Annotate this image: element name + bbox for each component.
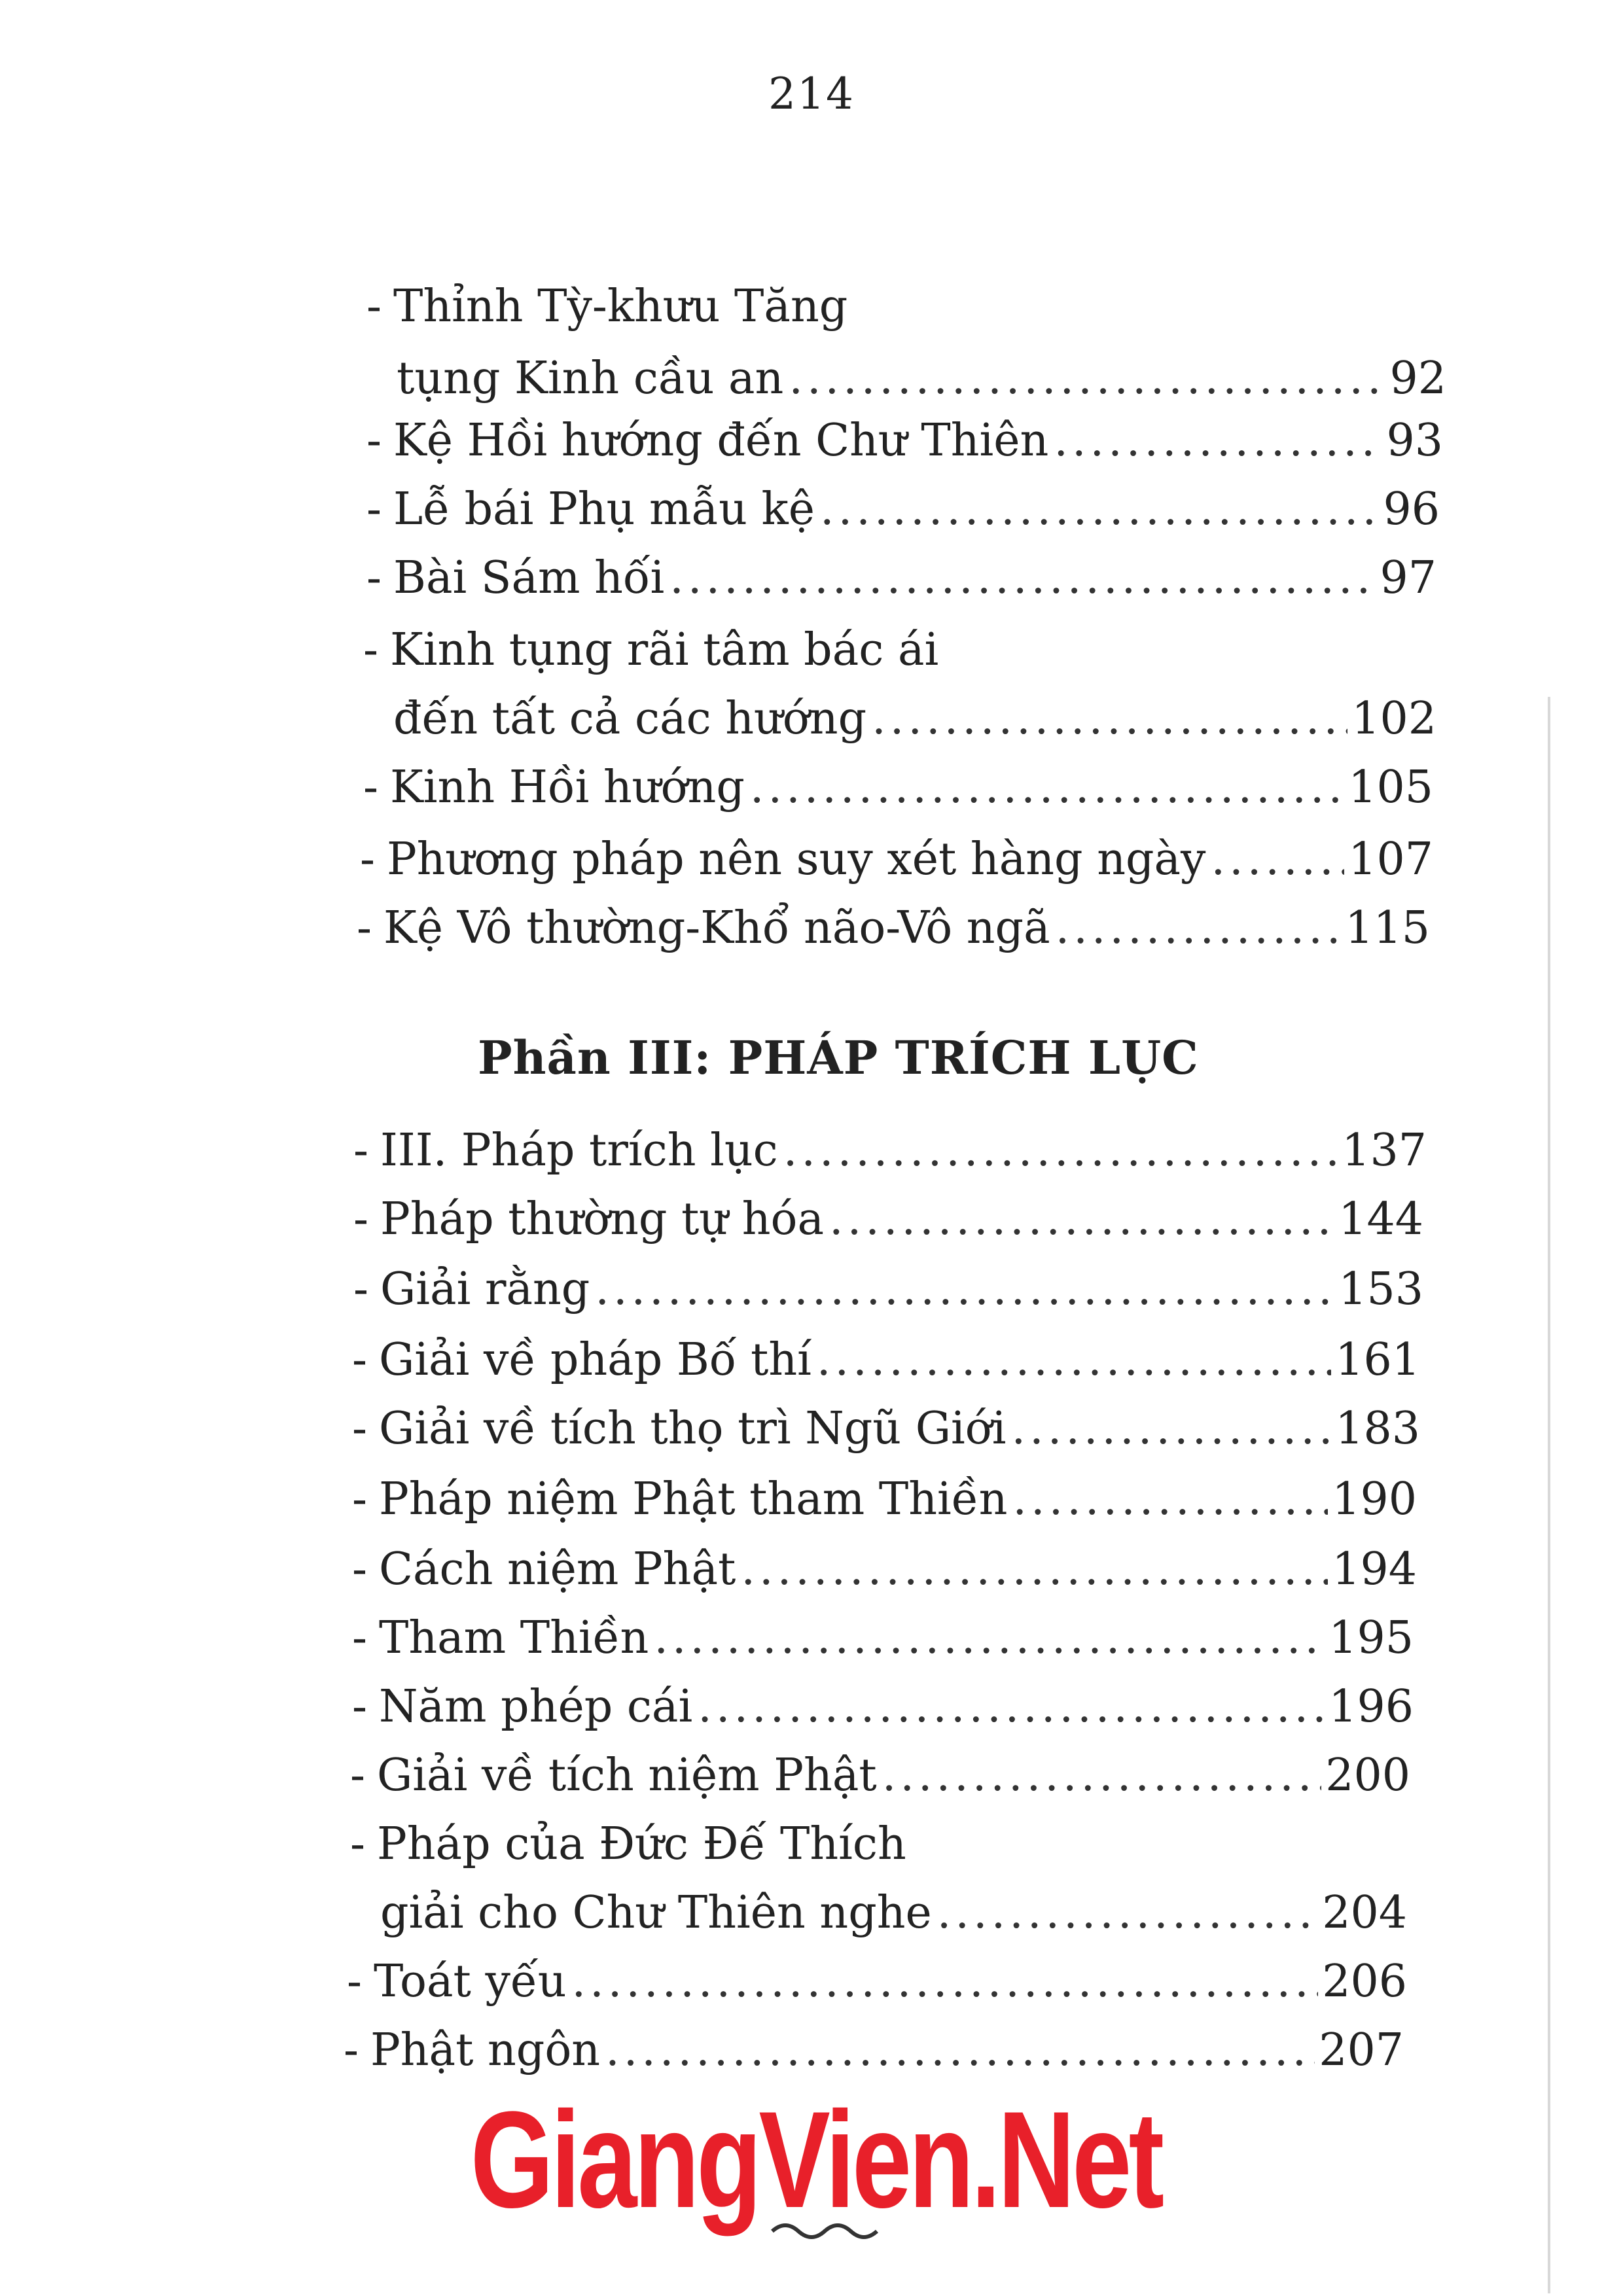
toc-bullet-dash: - [350,1750,365,1801]
section-heading: Phần III: PHÁP TRÍCH LỤC [478,1031,1199,1085]
toc-entry-page: 93 [1386,415,1443,467]
toc-entry-line [352,1681,1414,1733]
toc-entry-line [352,1544,1417,1595]
print-smudge [766,2218,883,2244]
toc-entry-line [347,1956,1407,2007]
toc-entry-line [363,762,1433,813]
toc-entry-page: 190 [1332,1474,1417,1525]
toc-entry-title: tụng Kinh cầu an [397,353,784,404]
page-edge-shadow [1548,697,1550,2293]
toc-entry-line [353,1193,1423,1245]
toc-entry-title: Giải về tích niệm Phật [376,1750,877,1801]
toc-entry-line [353,1125,1427,1176]
toc-dot-leader [783,1129,1338,1173]
toc-bullet-dash: - [344,2024,359,2076]
toc-entry-line [357,902,1430,954]
watermark-logo: GiangVien.Net [470,2083,1162,2236]
toc-entry-title: Pháp niệm Phật tham Thiền [378,1474,1008,1525]
toc-bullet-dash: - [350,1818,365,1870]
toc-entry-line [393,693,1436,745]
toc-entry-line [353,1263,1423,1315]
toc-entry-line [366,281,848,332]
toc-bullet-dash: - [352,1612,367,1664]
toc-entry-title: Năm phép cái [378,1681,693,1733]
toc-dot-leader [820,487,1379,532]
toc-entry-title: Pháp của Đức Đế Thích [376,1818,906,1870]
toc-bullet-dash: - [353,1193,368,1245]
toc-entry-line [366,415,1443,467]
toc-entry-page: 92 [1389,353,1446,404]
toc-entry-page: 206 [1322,1956,1407,2007]
toc-entry-title: Phật ngôn [370,2024,601,2076]
toc-entry-title: Tham Thiền [378,1612,649,1664]
toc-dot-leader [829,1197,1334,1242]
toc-bullet-dash: - [360,834,375,885]
toc-entry-title: Kệ Vô thường-Khổ não-Vô ngã [383,902,1050,954]
toc-bullet-dash: - [353,1125,368,1176]
toc-dot-leader [789,357,1385,401]
toc-entry-page: 144 [1338,1193,1423,1245]
toc-entry-page: 96 [1383,484,1440,535]
toc-entry-page: 97 [1380,552,1436,604]
toc-dot-leader [1054,419,1382,463]
toc-entry-title: Phương pháp nên suy xét hàng ngày [386,834,1206,885]
toc-entry-line [350,1750,1410,1801]
toc-bullet-dash: - [357,902,372,954]
toc-bullet-dash: - [352,1403,367,1455]
toc-entry-page: 102 [1351,693,1436,745]
toc-entry-page: 137 [1342,1125,1427,1176]
toc-entry-title: đến tất cả các hướng [393,693,867,745]
toc-entry-page: 196 [1329,1681,1414,1733]
toc-entry-line [352,1474,1417,1525]
toc-entry-page: 204 [1322,1887,1407,1939]
toc-bullet-dash: - [352,1544,367,1595]
toc-bullet-dash: - [366,415,382,467]
toc-entry-title: Giải rằng [380,1263,590,1315]
toc-dot-leader [595,1267,1334,1312]
toc-dot-leader [1211,838,1344,882]
toc-entry-title: III. Pháp trích lục [380,1125,778,1176]
toc-entry-page: 183 [1335,1403,1420,1455]
toc-bullet-dash: - [366,552,382,604]
toc-dot-leader [741,1547,1328,1592]
toc-entry-page: 105 [1348,762,1433,813]
toc-entry-title: Thỉnh Tỳ-khưu Tăng [393,281,848,332]
toc-entry-line [350,1818,906,1870]
toc-entry-page: 200 [1325,1750,1410,1801]
toc-bullet-dash: - [363,762,378,813]
toc-dot-leader [605,2028,1315,2073]
toc-entry-title: Bài Sám hối [393,552,665,604]
toc-dot-leader [654,1616,1325,1661]
toc-entry-title: Kệ Hồi hướng đến Chư Thiên [393,415,1049,467]
toc-dot-leader [669,556,1376,601]
toc-dot-leader [937,1891,1318,1935]
toc-dot-leader [1056,906,1342,951]
toc-entry-title: Cách niệm Phật [378,1544,736,1595]
toc-entry-page: 207 [1319,2024,1404,2076]
toc-dot-leader [882,1754,1322,1798]
toc-entry-title: Kinh Hồi hướng [389,762,745,813]
toc-entry-line [380,1887,1407,1939]
toc-dot-leader [750,766,1344,810]
toc-entry-line [352,1612,1414,1664]
toc-entry-page: 115 [1345,902,1430,954]
toc-entry-line [397,353,1446,404]
toc-bullet-dash: - [353,1263,368,1315]
toc-entry-line [360,834,1433,885]
toc-bullet-dash: - [366,281,382,332]
toc-entry-line [366,552,1436,604]
toc-entry-page: 194 [1332,1544,1417,1595]
toc-dot-leader [1011,1407,1331,1451]
toc-bullet-dash: - [347,1956,362,2007]
toc-dot-leader [872,697,1347,741]
toc-dot-leader [572,1960,1319,2004]
toc-dot-leader [1012,1477,1328,1522]
toc-entry-page: 161 [1335,1334,1420,1386]
toc-entry-page: 107 [1348,834,1433,885]
toc-dot-leader [817,1338,1331,1383]
toc-entry-title: Giải về pháp Bố thí [378,1334,812,1386]
toc-entry-page: 153 [1338,1263,1423,1315]
toc-bullet-dash: - [352,1474,367,1525]
toc-entry-line [352,1403,1420,1455]
toc-entry-title: Lễ bái Phụ mẫu kệ [393,484,815,535]
toc-entry-title: Pháp thường tự hóa [380,1193,825,1245]
toc-entry-line [344,2024,1404,2076]
toc-bullet-dash: - [363,624,378,676]
page-number: 214 [768,69,855,119]
toc-entry-title: Kinh tụng rãi tâm bác ái [389,624,939,676]
toc-entry-title: Toát yếu [373,1956,567,2007]
toc-entry-line [352,1334,1420,1386]
toc-dot-leader [698,1685,1325,1729]
toc-bullet-dash: - [366,484,382,535]
toc-entry-line [363,624,939,676]
toc-bullet-dash: - [352,1334,367,1386]
toc-entry-page: 195 [1329,1612,1414,1664]
toc-entry-line [366,484,1440,535]
toc-entry-title: Giải về tích thọ trì Ngũ Giới [378,1403,1007,1455]
toc-entry-title: giải cho Chư Thiên nghe [380,1887,932,1939]
toc-bullet-dash: - [352,1681,367,1733]
